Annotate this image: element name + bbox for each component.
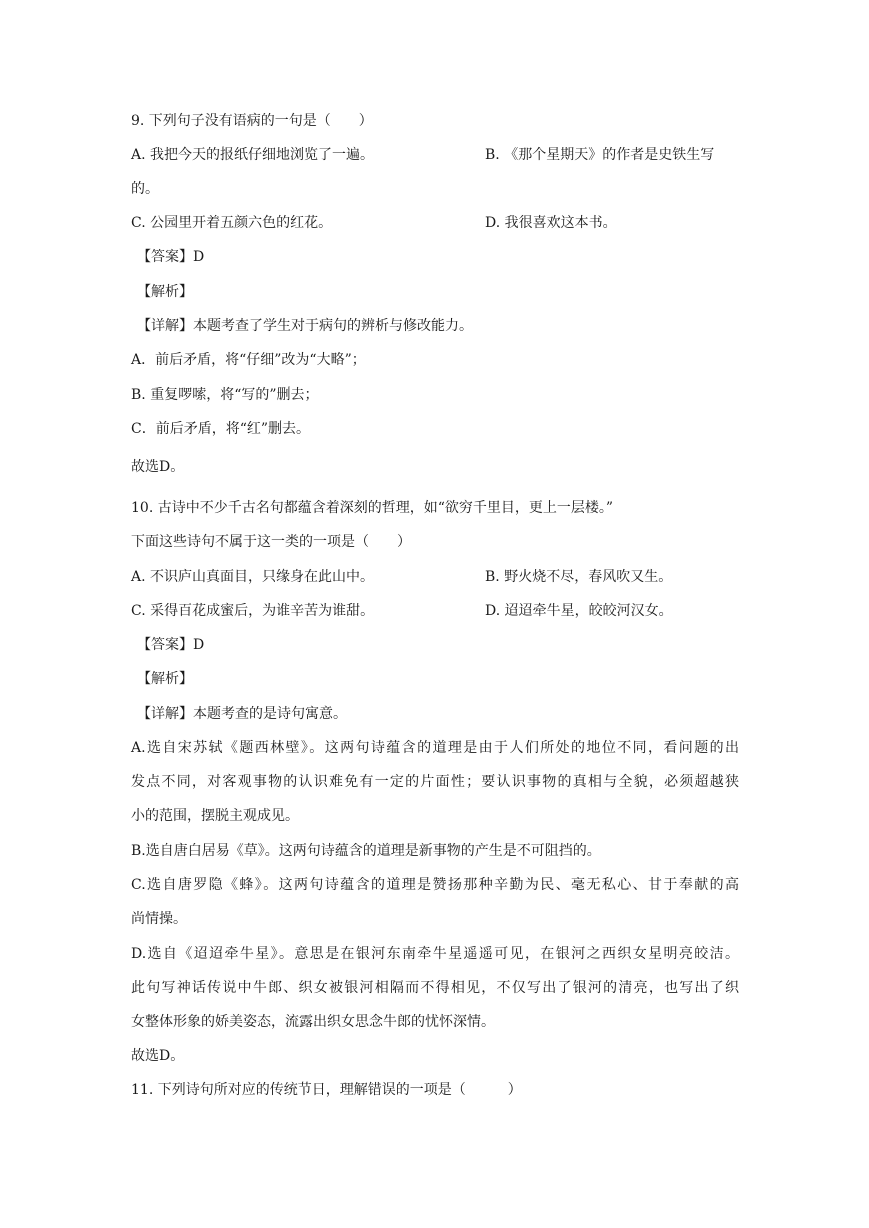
q9-option-b-cont: 的。 [131, 181, 159, 197]
q10-stem-cont: 下面这些诗句不属于这一类的一项是（ ） [131, 534, 411, 550]
q9-explain-a: A．前后矛盾，将“仔细”改为“大略”； [131, 352, 366, 368]
q10-explain-d-line3: 女整体形象的娇美姿态，流露出织女思念牛郎的忧怀深情。 [131, 1014, 495, 1030]
q9-detail: 【详解】本题考查了学生对于病句的辨析与修改能力。 [137, 318, 473, 334]
q10-explain-a-line3: 小的范围，摆脱主观成见。 [131, 808, 299, 824]
q9-choose: 故选D。 [131, 459, 185, 475]
q10-option-d: D. 迢迢牵牛星，皎皎河汉女。 [485, 603, 673, 619]
q10-choose: 故选D。 [131, 1048, 185, 1064]
q10-explain-b: B.选自唐白居易《草》。这两句诗蕴含的道理是新事物的产生是不可阻挡的。 [131, 843, 601, 859]
q9-stem: 9. 下列句子没有语病的一句是（ ） [131, 113, 373, 129]
q10-explain-c-line1: C.选自唐罗隐《蜂》。这两句诗蕴含的道理是赞扬那种辛勤为民、毫无私心、甘于奉献的高 [131, 877, 739, 893]
q11-stem: 11. 下列诗句所对应的传统节日，理解错误的一项是（ ） [131, 1082, 522, 1098]
q9-option-a: A. 我把今天的报纸仔细地浏览了一遍。 [131, 147, 375, 163]
q10-answer: 【答案】D [137, 637, 205, 653]
q10-option-b: B. 野火烧不尽，春风吹又生。 [485, 569, 673, 585]
q10-analysis-heading: 【解析】 [137, 671, 193, 687]
q9-answer: 【答案】D [137, 249, 205, 265]
q10-option-c: C. 采得百花成蜜后，为谁辛苦为谁甜。 [131, 603, 375, 619]
q10-option-a: A. 不识庐山真面目，只缘身在此山中。 [131, 569, 375, 585]
q9-option-d: D. 我很喜欢这本书。 [485, 215, 617, 231]
q9-explain-b: B. 重复啰嗦，将“写的”删去； [131, 387, 319, 403]
q9-analysis-heading: 【解析】 [137, 284, 193, 300]
q10-explain-a-line1: A.选自宋苏轼《题西林壁》。这两句诗蕴含的道理是由于人们所处的地位不同，看问题的出 [131, 740, 739, 756]
q9-explain-c: C．前后矛盾，将“红”删去。 [131, 421, 311, 437]
q10-explain-a-line2: 发点不同，对客观事物的认识难免有一定的片面性；要认识事物的真相与全貌，必须超越狭 [131, 774, 739, 790]
q10-explain-c-line2: 尚情操。 [131, 911, 187, 927]
q10-stem: 10. 古诗中不少千古名句都蕴含着深刻的哲理，如“欲穷千里目，更上一层楼。” [131, 500, 614, 516]
q10-explain-d-line2: 此句写神话传说中牛郎、织女被银河相隔而不得相见，不仅写出了银河的清亮，也写出了织 [131, 980, 739, 996]
q9-option-b: B. 《那个星期天》的作者是史铁生写 [485, 147, 715, 163]
q10-explain-d-line1: D.选自《迢迢牵牛星》。意思是在银河东南牵牛星遥遥可见，在银河之西织女星明亮皎洁。 [131, 946, 739, 962]
q10-detail: 【详解】本题考查的是诗句寓意。 [137, 706, 347, 722]
q9-option-c: C. 公园里开着五颜六色的红花。 [131, 215, 333, 231]
